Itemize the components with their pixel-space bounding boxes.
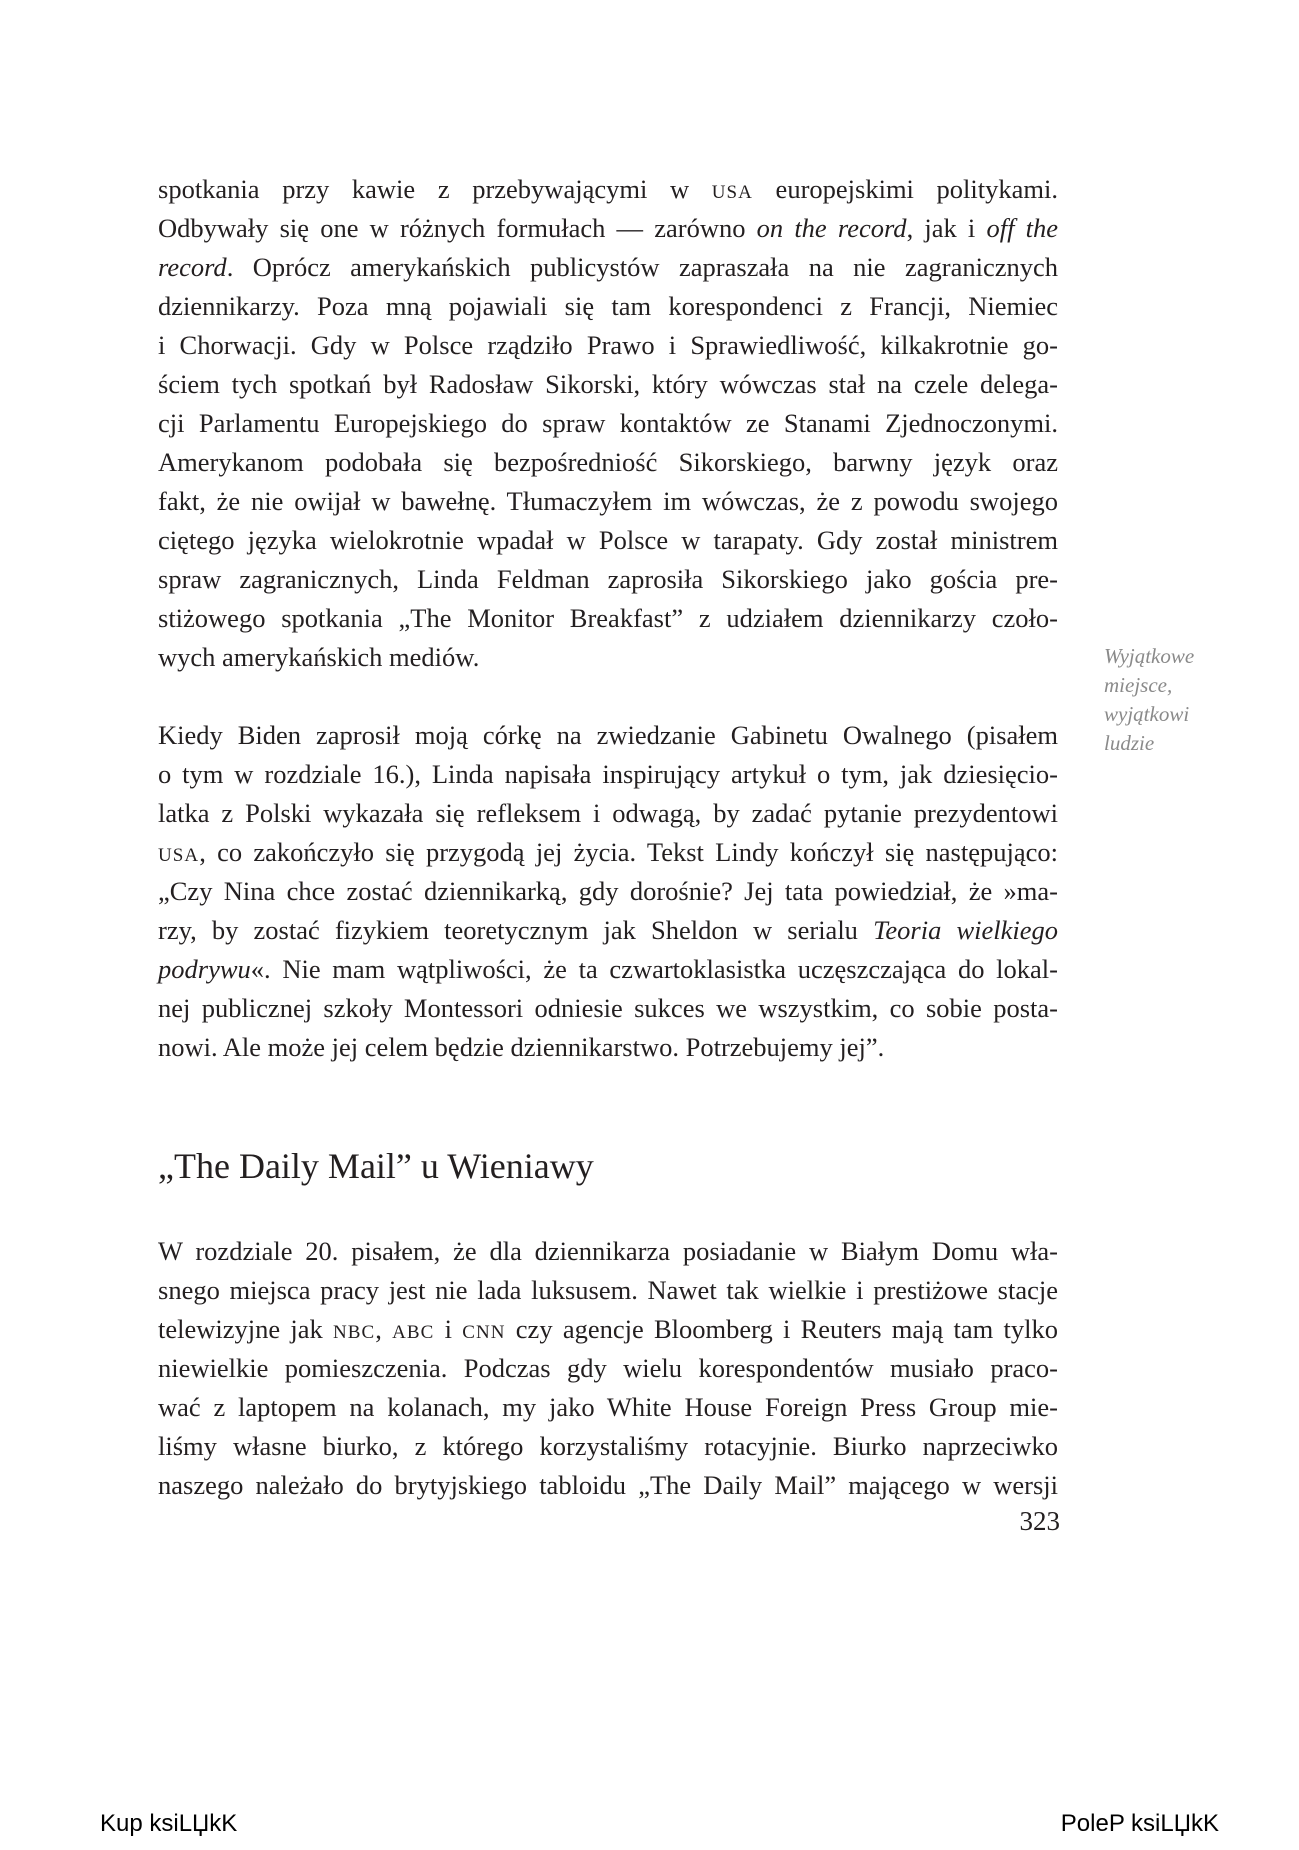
text-line: „Czy Nina chce zostać dziennikarką, gdy dorośnie? Jej tata powiedział, że »ma- — [158, 876, 1058, 906]
text-line: ciętego języka wielokrotnie wpadał w Polsce w tarapaty. Gdy został ministrem — [158, 525, 1058, 555]
margin-note-line: wyjątkowi — [1104, 702, 1190, 726]
text-line: naszego należało do brytyjskiego tabloidu „The Daily Mail” mającego w wersji — [158, 1470, 1058, 1500]
text-line: cji Parlamentu Europejskiego do spraw kontaktów ze Stanami Zjednoczonymi. — [158, 408, 1058, 438]
text-line: podrywu«. Nie mam wątpliwości, że ta czwartoklasistka uczęszczająca do lokal- — [158, 954, 1058, 984]
text-line: spraw zagranicznych, Linda Feldman zaprosiła Sikorskiego jako gościa pre- — [158, 564, 1058, 594]
paragraph-2 — [158, 716, 1058, 1067]
text-line: spotkania przy kawie z przebywającymi w usa europejskimi politykami. — [158, 174, 1058, 204]
margin-note-line: miejsce, — [1104, 673, 1173, 697]
text-line: liśmy własne biurko, z którego korzystaliśmy rotacyjnie. Biurko naprzeciwko — [158, 1431, 1058, 1461]
text-line: snego miejsca pracy jest nie lada luksusem. Nawet tak wielkie i prestiżowe stacje — [158, 1275, 1058, 1305]
text-line: nej publicznej szkoły Montessori odniesie sukces we wszystkim, co sobie posta- — [158, 993, 1058, 1023]
text-line: o tym w rozdziale 16.), Linda napisała inspirujący artykuł o tym, jak dziesięcio- — [158, 759, 1058, 789]
text-line: wych amerykańskich mediów. — [158, 642, 480, 672]
margin-note — [1104, 642, 1294, 758]
text-line: i Chorwacji. Gdy w Polsce rządziło Prawo i Sprawiedliwość, kilkakrotnie go- — [158, 330, 1058, 360]
footer-left-text[interactable]: Kup ksiLЏkK — [100, 1810, 238, 1837]
text-line: niewielkie pomieszczenia. Podczas gdy wielu korespondentów musiało praco- — [158, 1353, 1058, 1383]
text-line: Kiedy Biden zaprosił moją córkę na zwiedzanie Gabinetu Owalnego (pisałem — [158, 720, 1058, 750]
text-line: W rozdziale 20. pisałem, że dla dziennikarza posiadanie w Białym Domu wła- — [158, 1236, 1058, 1266]
text-line: Odbywały się one w różnych formułach — zarówno on the record, jak i off the — [158, 213, 1058, 243]
text-line: rzy, by zostać fizykiem teoretycznym jak Sheldon w serialu Teoria wielkiego — [158, 915, 1059, 945]
margin-note-line: ludzie — [1104, 731, 1155, 755]
text-line: usa, co zakończyło się przygodą jej życia. Tekst Lindy kończył się następująco: — [158, 837, 1058, 867]
text-line: nowi. Ale może jej celem będzie dziennikarstwo. Potrzebujemy jej”. — [158, 1032, 885, 1062]
main-text-column — [158, 170, 1058, 1505]
text-line: ściem tych spotkań był Radosław Sikorski, który wówczas stał na czele delega- — [158, 369, 1058, 399]
paragraph-1 — [158, 170, 1058, 677]
section-heading: „The Daily Mail” u Wieniawy — [158, 1146, 594, 1186]
text-line: telewizyjne jak nbc, abc i cnn czy agencje Bloomberg i Reuters mają tam tylko — [158, 1314, 1058, 1344]
text-line: dziennikarzy. Poza mną pojawiali się tam korespondenci z Francji, Niemiec — [158, 291, 1058, 321]
text-line: fakt, że nie owijał w bawełnę. Tłumaczyłem im wówczas, że z powodu swojego — [158, 486, 1058, 516]
text-line: wać z laptopem na kolanach, my jako White House Foreign Press Group mie- — [158, 1392, 1058, 1422]
page-number: 323 — [1019, 1506, 1060, 1536]
text-line: latka z Polski wykazała się refleksem i odwagą, by zadać pytanie prezydentowi — [158, 798, 1058, 828]
text-line: Amerykanom podobała się bezpośredniość Sikorskiego, barwny język oraz — [158, 447, 1058, 477]
footer-right-text[interactable]: PoleP ksiLЏkK — [1060, 1810, 1219, 1837]
margin-note-line: Wyjątkowe — [1104, 644, 1195, 668]
paragraph-3 — [158, 1232, 1058, 1505]
text-line: record. Oprócz amerykańskich publicystów zapraszała na nie zagranicznych — [158, 252, 1058, 282]
text-line: stiżowego spotkania „The Monitor Breakfast” z udziałem dziennikarzy czoło- — [158, 603, 1058, 633]
